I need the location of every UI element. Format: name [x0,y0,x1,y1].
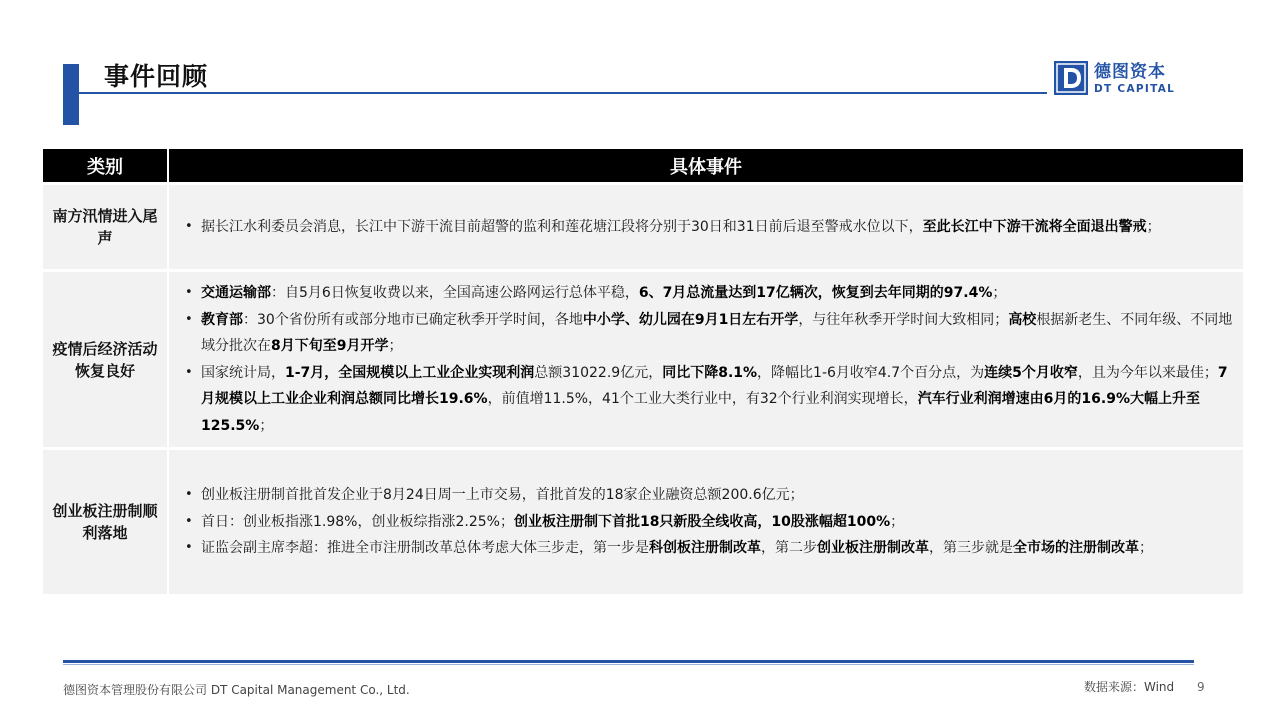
page-title: 事件回顾 [104,62,209,91]
footer-data-source: 数据来源：Wind [1084,680,1175,694]
category-cell: 疫情后经济活动恢复良好 [52,339,158,380]
event-text: 国家统计局， [201,364,285,381]
title-divider [79,92,1047,94]
highlight-text: 1-7月，全国规模以上工业企业实现利润 [285,364,535,381]
event-text: ； [259,417,274,434]
event-text: ，第二步 [761,540,817,557]
event-text: ； [890,513,905,530]
category-cell: 创业板注册制顺利落地 [52,502,158,542]
table-row [43,272,1243,447]
highlight-text: 交通运输部 [201,285,271,301]
highlight-text: 7月规模以上工业企业利润总额同比增长19.6% [201,364,1228,407]
page-number: 9 [1197,680,1205,694]
event-text: 根据新老生、不同年级、不同地域分批次在 [201,311,1233,354]
event-text: ：自5月6日恢复收费以来，全国高速公路网运行总体平稳， [271,285,639,301]
highlight-text: 创业板注册制改革 [817,540,929,557]
event-bullet-item [179,535,1235,562]
footer-divider-thin [63,664,1194,665]
table-row [43,450,1243,594]
highlight-text: 教育部 [201,311,243,328]
logo-english-name: DT CAPITAL [1094,83,1176,95]
highlight-text: 8月下旬至9月开学 [271,338,389,354]
event-text: ，第三步就是 [929,540,1013,557]
event-text: 创业板注册制首批首发企业于8月24日周一上市交易，首批首发的18家企业融资总额200.6亿元； [201,487,804,504]
column-header-category: 类别 [87,156,123,178]
event-text: 证监会副主席李超：推进全市注册制改革总体考虑大体三步走，第一步是 [201,540,649,557]
event-text: ：30个省份所有或部分地市已确定秋季开学时间，各地 [243,311,583,328]
event-bullet-item [179,214,1235,241]
highlight-text: 连续5个月收窄 [984,364,1078,381]
event-text: ，且为今年以来最佳； [1077,364,1218,381]
event-text: 总额31022.9亿元， [534,364,663,381]
footer-divider [63,660,1194,663]
event-bullet-item [179,482,1235,509]
highlight-text: 高校 [1008,311,1037,328]
events-cell [167,185,1243,269]
event-text: ； [1139,540,1153,557]
highlight-text: 汽车行业利润增速由6月的16.9%大幅上升至125.5% [201,391,1200,434]
footer-company-name: 德图资本管理股份有限公司 DT Capital Management Co., Ltd. [63,683,410,697]
highlight-text: 科创板注册制改革 [649,540,761,557]
event-text: ； [1146,218,1161,235]
title-accent-bar [63,64,79,125]
events-cell [167,450,1243,594]
category-cell: 南方汛情进入尾声 [52,207,158,247]
event-text: 据长江水利委员会消息，长江中下游干流目前超警的监利和莲花塘江段将分别于30日和31日前后退至警戒水位以下， [201,218,923,235]
event-text: ，降幅比1-6月收窄4.7个百分点，为 [757,364,985,381]
highlight-text: 同比下降8.1% [662,364,758,381]
event-text: ，前值增11.5%，41个工业大类行业中，有32个行业利润实现增长， [487,391,918,407]
highlight-text: 中小学、幼儿园在9月1日左右开学 [582,311,799,328]
events-table [43,149,1243,594]
event-bullet-item [179,307,1235,360]
event-text: 首日：创业板指涨1.98%，创业板综指涨2.25%； [201,513,514,530]
table-row [43,185,1243,269]
event-text: ，与往年秋季开学时间大致相同； [798,311,1009,328]
highlight-text: 创业板注册制下首批18只新股全线收高，10股涨幅超100% [513,513,891,530]
column-header-events: 具体事件 [167,149,1243,182]
highlight-text: 至此长江中下游干流将全面退出警戒 [922,218,1147,235]
event-text: ； [388,338,403,354]
event-bullet-item [179,360,1235,440]
events-cell [167,272,1243,447]
dt-logo-icon [1054,61,1088,95]
event-text: ； [992,285,1007,301]
logo-chinese-name: 德图资本 [1094,62,1166,82]
highlight-text: 全市场的注册制改革 [1013,540,1139,557]
table-header [43,149,1243,182]
event-bullet-item [179,509,1235,536]
highlight-text: 6、7月总流量达到17亿辆次，恢复到去年同期的97.4% [638,285,993,301]
company-logo [1054,61,1194,97]
event-bullet-item [179,280,1235,307]
